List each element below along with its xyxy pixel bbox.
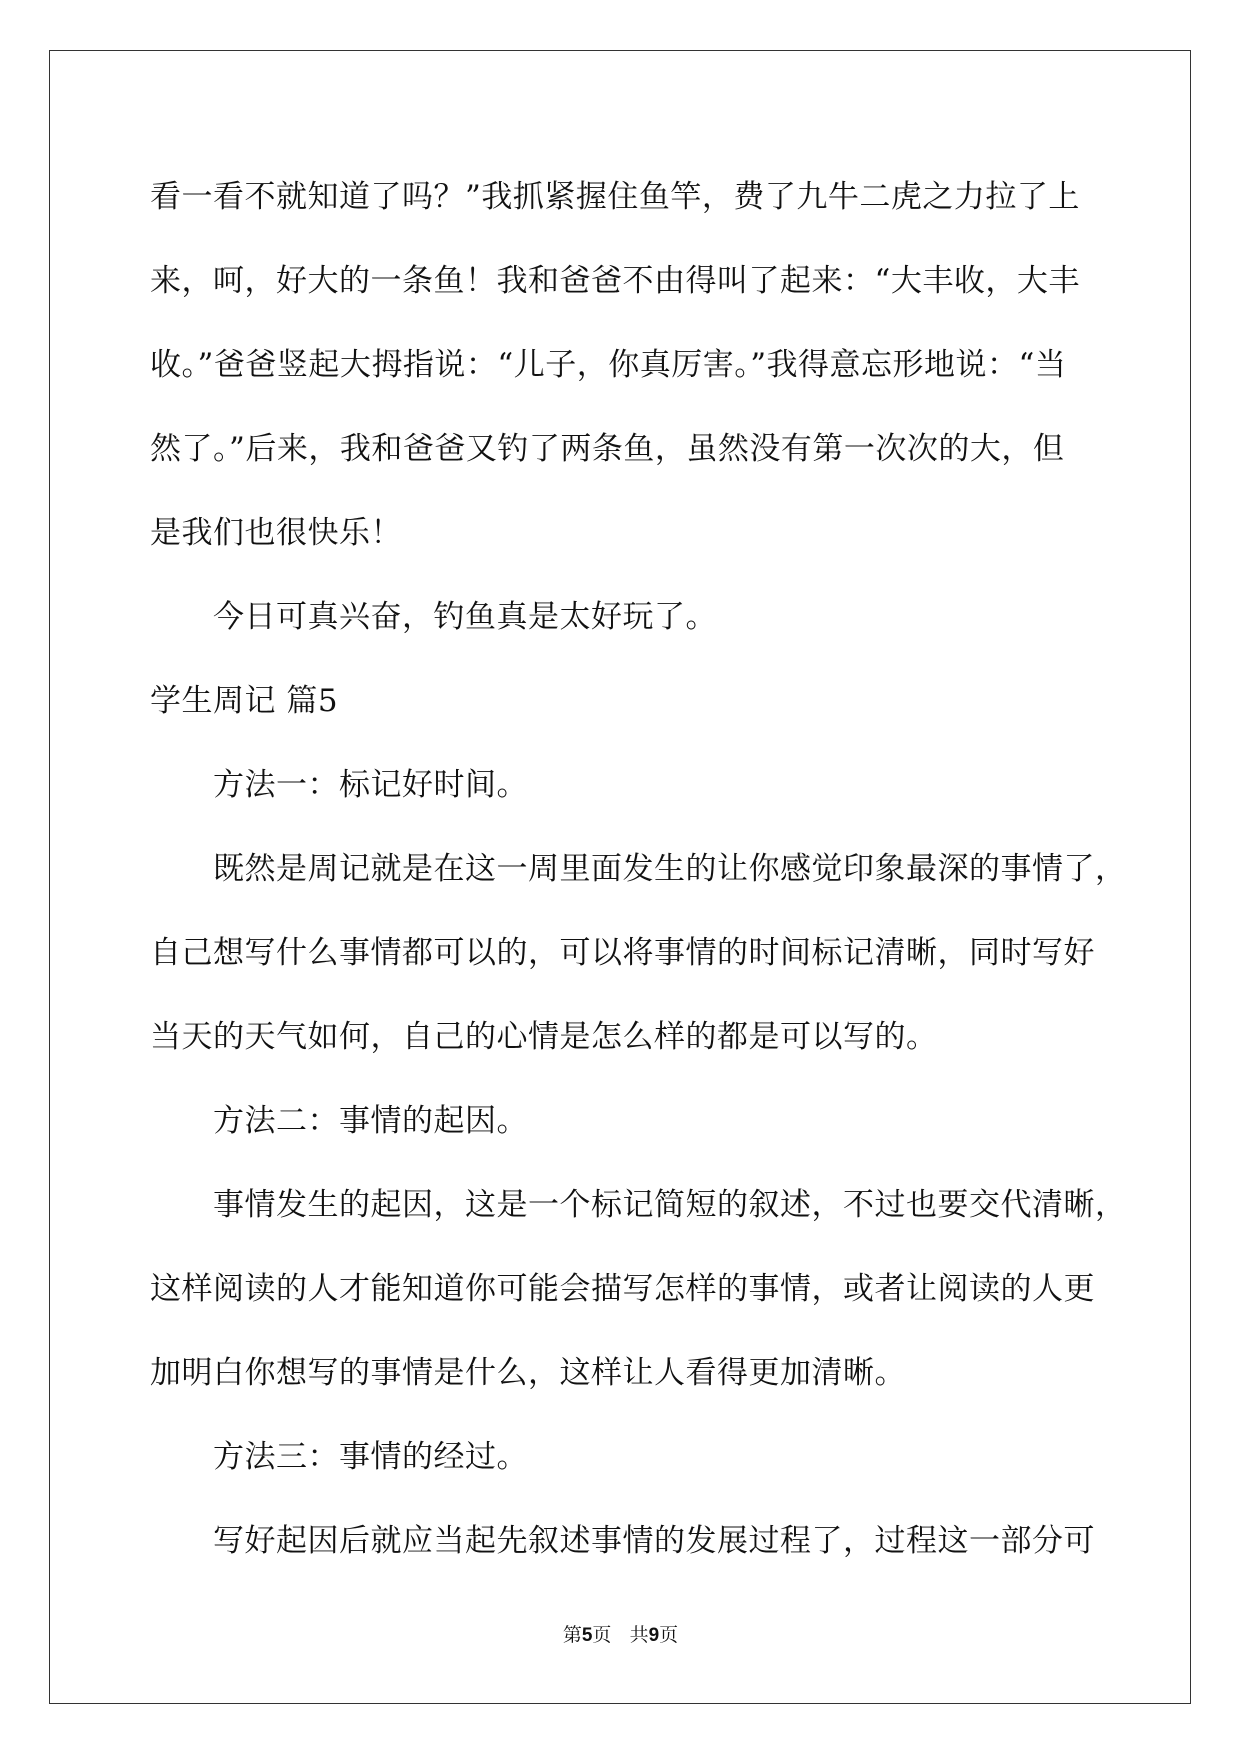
section-heading: 学生周记 篇5 <box>150 683 339 719</box>
method-heading: 方法一：标记好时间。 <box>213 767 528 803</box>
paragraph-start: 今日可真兴奋，钓鱼真是太好玩了。 <box>213 599 717 635</box>
text-line: 然了。”后来，我和爸爸又钓了两条鱼，虽然没有第一次次的大，但 <box>150 431 1065 467</box>
text-line: 当天的天气如何，自己的心情是怎么样的都是可以写的。 <box>150 1019 938 1055</box>
document-body <box>150 155 1127 1583</box>
paragraph-start: 事情发生的起因，这是一个标记简短的叙述，不过也要交代清晰， <box>213 1187 1127 1223</box>
total-pages: 9 <box>648 1625 660 1646</box>
paragraph-start: 既然是周记就是在这一周里面发生的让你感觉印象最深的事情了， <box>213 851 1127 887</box>
text-line: 看一看不就知道了吗？”我抓紧握住鱼竿，费了九牛二虎之力拉了上 <box>150 179 1080 215</box>
total-suffix: 页 <box>659 1624 679 1646</box>
page-footer <box>0 1620 1241 1647</box>
text-line: 收。”爸爸竖起大拇指说：“儿子，你真厉害。”我得意忘形地说：“当 <box>150 347 1067 383</box>
paragraph-start: 写好起因后就应当起先叙述事情的发展过程了，过程这一部分可 <box>213 1523 1095 1559</box>
method-heading: 方法三：事情的经过。 <box>213 1439 528 1475</box>
total-prefix: 共 <box>629 1624 649 1646</box>
page-number: 5 <box>581 1625 593 1646</box>
text-line: 自己想写什么事情都可以的，可以将事情的时间标记清晰，同时写好 <box>150 935 1095 971</box>
method-heading: 方法二：事情的起因。 <box>213 1103 528 1139</box>
text-line: 加明白你想写的事情是什么，这样让人看得更加清晰。 <box>150 1355 906 1391</box>
page-prefix: 第 <box>562 1624 582 1646</box>
text-line: 这样阅读的人才能知道你可能会描写怎样的事情，或者让阅读的人更 <box>150 1271 1095 1307</box>
text-line: 是我们也很快乐！ <box>150 515 402 551</box>
page-suffix: 页 <box>592 1624 612 1646</box>
text-line: 来，呵，好大的一条鱼！我和爸爸不由得叫了起来：“大丰收，大丰 <box>150 263 1080 299</box>
